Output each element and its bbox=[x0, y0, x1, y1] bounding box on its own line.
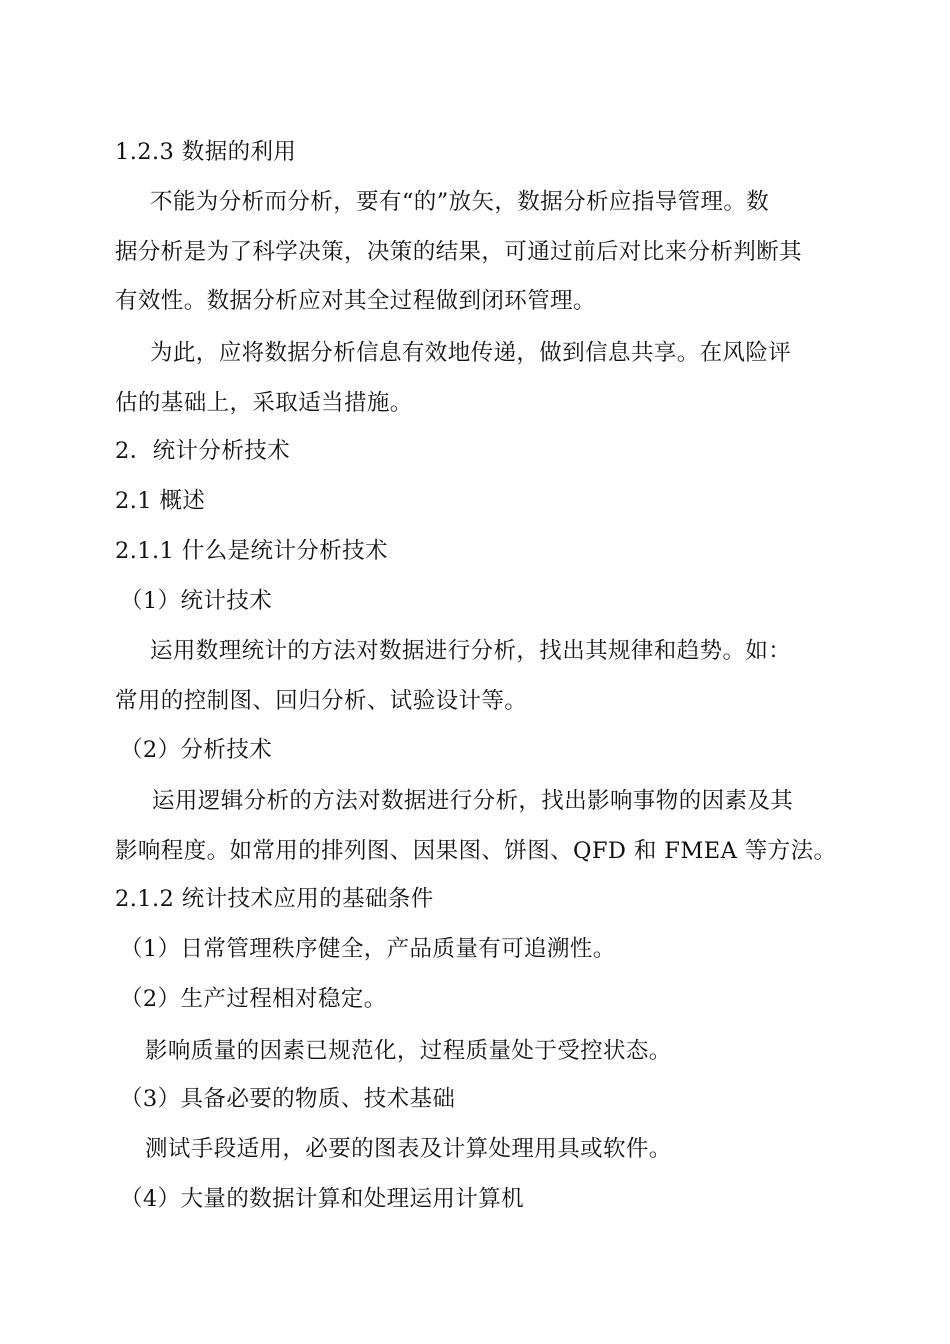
section-heading-2-1-2: 2.1.2 统计技术应用的基础条件 bbox=[115, 886, 434, 912]
paragraph-line: 影响质量的因素已规范化，过程质量处于受控状态。 bbox=[145, 1038, 672, 1064]
paragraph-line: 有效性。数据分析应对其全过程做到闭环管理。 bbox=[115, 288, 596, 314]
list-item-heading: （2）分析技术 bbox=[120, 737, 273, 763]
list-item: （3）具备必要的物质、技术基础 bbox=[120, 1086, 456, 1112]
list-item: （2）生产过程相对稳定。 bbox=[120, 986, 387, 1012]
paragraph-line: 常用的控制图、回归分析、试验设计等。 bbox=[115, 688, 528, 714]
paragraph-line: 估的基础上，采取适当措施。 bbox=[115, 390, 413, 416]
list-item: （4）大量的数据计算和处理运用计算机 bbox=[120, 1186, 525, 1212]
paragraph-line: 据分析是为了科学决策，决策的结果，可通过前后对比来分析判断其 bbox=[115, 239, 803, 265]
section-heading-2: 2．统计分析技术 bbox=[115, 438, 291, 464]
section-heading-1-2-3: 1.2.3 数据的利用 bbox=[115, 139, 297, 165]
paragraph-line: 运用数理统计的方法对数据进行分析，找出其规律和趋势。如： bbox=[150, 638, 792, 664]
list-item-heading: （1）统计技术 bbox=[120, 588, 273, 614]
section-heading-2-1: 2.1 概述 bbox=[115, 488, 206, 514]
list-item: （1）日常管理秩序健全，产品质量有可追溯性。 bbox=[120, 936, 616, 962]
paragraph-line: 不能为分析而分析，要有“的”放矢，数据分析应指导管理。数 bbox=[150, 189, 770, 215]
section-heading-2-1-1: 2.1.1 什么是统计分析技术 bbox=[115, 538, 388, 564]
paragraph-line: 测试手段适用，必要的图表及计算处理用具或软件。 bbox=[145, 1136, 672, 1162]
paragraph-line: 为此，应将数据分析信息有效地传递，做到信息共享。在风险评 bbox=[150, 340, 792, 366]
paragraph-line: 运用逻辑分析的方法对数据进行分析，找出影响事物的因素及其 bbox=[152, 788, 794, 814]
paragraph-line: 影响程度。如常用的排列图、因果图、饼图、QFD 和 FMEA 等方法。 bbox=[115, 838, 837, 864]
